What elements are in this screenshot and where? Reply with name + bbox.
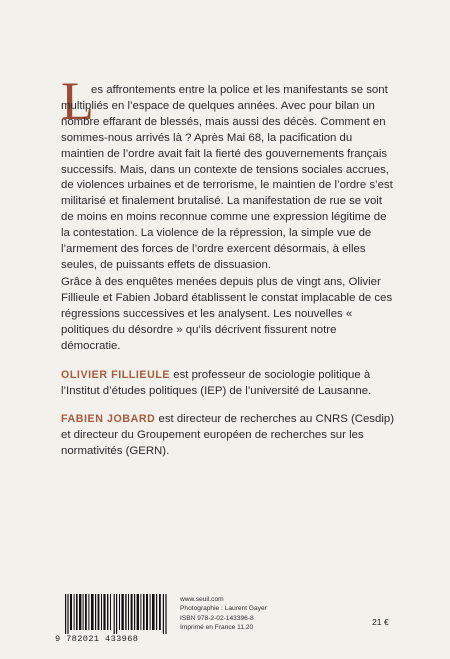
isbn-number: ISBN 978-2-02-143396-8 xyxy=(180,614,254,622)
blurb-paragraph-1: es affrontements entre la police et les manifestants se sont multipliés en l’espace de quelques années. Avec pour bilan un nombre effarant de blessés, mais aussi des décès. Comment en sommes-nous arrivés là ? Après Mai 68, la pacification du maintien de l’ordre avait fait la fierté des gouvernements français successifs. Mais, dans un contexte de tensions sociales accrues, de violences urbaines et de terrorisme, le maintien de l’ordre s’est militarisé et finalement brutalisé. La manifestation de rue se voit de moins en moins reconnue comme une expression légitime de la contestation. La violence de la répression, la simple vue de l’armement des forces de l’ordre exercent désormais, à elles seules, de puissants effets de dissuasion. xyxy=(61,84,393,271)
drop-cap: L xyxy=(61,71,94,131)
colophon xyxy=(180,595,267,633)
author-bio-text: est professeur de sociologie politique à l’Institut d’études politiques (IEP) de l’université de Lausanne. xyxy=(61,369,372,397)
isbn-barcode xyxy=(55,594,173,644)
publisher-website: www.seuil.com xyxy=(180,596,224,603)
author-name: FABIEN JOBARD xyxy=(61,413,156,425)
photo-credit: Photographie : Laurent Gayer xyxy=(180,605,267,613)
author-bio-fillieule xyxy=(61,368,395,400)
print-info: Imprimé en France 11.20 xyxy=(180,624,254,632)
barcode-digits: 9 782021 433968 xyxy=(55,634,139,644)
barcode-icon xyxy=(65,594,169,634)
author-name: OLIVIER FILLIEULE xyxy=(61,369,171,381)
blurb-paragraph-2: Grâce à des enquêtes menées depuis plus de vingt ans, Olivier Fillieule et Fabien Jobard établissent le constat implacable de ces régressions successives et les analysent. Les nouvelles « politiques du désordre » qu’ils décrivent fissurent notre démocratie. xyxy=(61,276,393,352)
price: 21 € xyxy=(372,617,389,627)
author-bio-text: est directeur de recherches au CNRS (Cesdip) et directeur du Groupement européen de recherches sur les normativités (GERN). xyxy=(61,413,394,457)
author-bio-jobard xyxy=(61,412,395,460)
